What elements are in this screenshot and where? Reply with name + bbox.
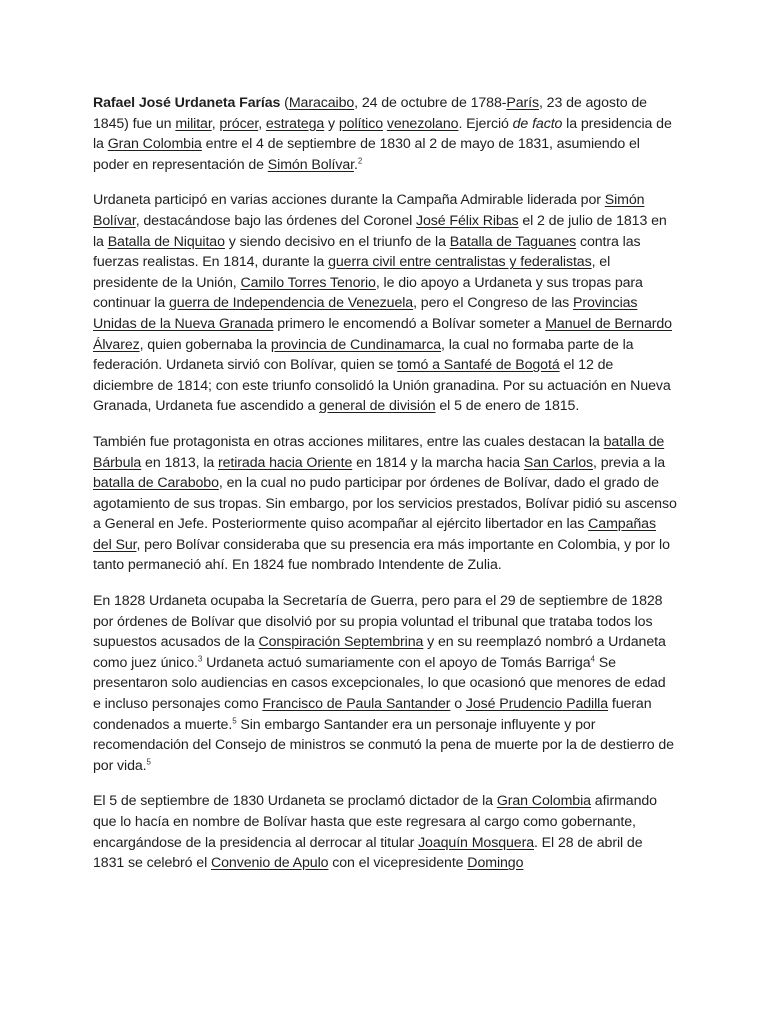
wiki-link[interactable]: Domingo <box>467 855 524 872</box>
wiki-link[interactable]: estratega <box>265 115 325 132</box>
footnote-ref[interactable]: 5 <box>146 757 151 767</box>
wiki-link[interactable]: Simón Bolívar <box>267 156 355 173</box>
wiki-link[interactable]: París <box>506 95 539 111</box>
text-run: , 24 de octubre de 1788- <box>354 95 507 111</box>
text-run: . Ejerció <box>458 115 513 132</box>
text-run: , destacándose bajo las órdenes del Coronel <box>135 212 417 229</box>
wiki-link[interactable]: guerra civil entre centralistas y federalistas <box>328 254 592 271</box>
text-run: , previa a la <box>593 454 666 471</box>
wiki-link[interactable]: tomó a Santafé de Bogotá <box>397 357 560 374</box>
text-run: y en su reemplazó nombró a Urdaneta como juez único. <box>93 634 666 671</box>
text-run: contra las fuerzas realistas. En 1814, durante la <box>93 233 641 271</box>
text-run: En 1828 Urdaneta ocupaba la Secretaría de Guerra, pero para el 29 de septiembre de 1828 por órdenes de Bolívar que disolvió por su propia voluntad el tribunal que trataba todos los supuestos acusados de la <box>93 593 663 651</box>
subject-name: Rafael José Urdaneta Farías <box>93 95 281 111</box>
text-run: . <box>354 156 358 173</box>
text-run: Sin embargo Santander era un personaje influyente y por recomendación del Consejo de ministros se conmutó la pena de muerte por la de destierro de por vida. <box>93 716 674 774</box>
wiki-link[interactable]: Francisco de Paula Santander <box>262 696 451 713</box>
text-run: , <box>258 115 266 132</box>
text-run: en 1814 y la marcha hacia <box>352 454 524 471</box>
text-run: , <box>211 115 220 132</box>
wiki-link[interactable]: José Félix Ribas <box>416 212 519 229</box>
paragraph-2 <box>93 190 677 417</box>
text-run: , 23 de agosto de 1845) fue un <box>93 95 647 132</box>
text-run: , en la cual no pudo participar por órdenes de Bolívar, dado el grado de agotamiento de sus tropas. Sin embargo, por los servicios prestados, Bolívar pidió su ascenso a General en Jefe. Posteriormente quiso acompañar al ejército libertador en las <box>93 475 677 533</box>
paragraph-5 <box>93 791 677 873</box>
wiki-link[interactable]: venezolano <box>386 115 459 132</box>
text-run: , quien gobernaba la <box>139 336 271 353</box>
wiki-link[interactable]: José Prudencio Padilla <box>465 696 609 713</box>
text-run: ( <box>280 95 289 111</box>
text-run: entre el 4 de septiembre de 1830 al 2 de mayo de 1831, asumiendo el poder en representación de <box>93 136 640 173</box>
text-run: con el vicepresidente <box>328 855 468 872</box>
text-run: , le dio apoyo a Urdaneta y sus tropas para continuar la <box>93 274 643 312</box>
text-run: También fue protagonista en otras acciones militares, entre las cuales destacan la <box>93 433 604 450</box>
wiki-link[interactable]: militar <box>175 115 212 132</box>
italic-text: de facto <box>512 115 563 132</box>
text-run: . El 28 de abril de 1831 se celebró el <box>93 834 643 872</box>
paragraph-1 <box>93 93 677 175</box>
wiki-link[interactable]: Camilo Torres Tenorio <box>240 274 376 291</box>
text-run: Urdaneta actuó sumariamente con el apoyo de Tomás Barriga <box>202 654 591 671</box>
wiki-link[interactable]: batalla de Bárbula <box>93 433 665 471</box>
footnote-ref[interactable]: 2 <box>357 156 363 166</box>
text-run: Urdaneta participó en varias acciones durante la Campaña Admirable liderada por <box>93 192 605 209</box>
text-run: la presidencia de la <box>93 115 672 153</box>
article-body <box>93 93 677 889</box>
wiki-link[interactable]: Simón Bolívar <box>93 192 645 229</box>
text-run: fueran condenados a muerte. <box>93 696 652 733</box>
text-run: y siendo decisivo en el triunfo de la <box>224 233 450 250</box>
wiki-link[interactable]: político <box>338 115 384 132</box>
text-run: El 5 de septiembre de 1830 Urdaneta se proclamó dictador de la <box>93 793 497 810</box>
wiki-link[interactable]: provincia de Cundinamarca <box>270 336 442 353</box>
footnote-ref[interactable]: 4 <box>590 654 595 664</box>
wiki-link[interactable]: retirada hacia Oriente <box>218 454 353 471</box>
text-run: afirmando que lo hacía en nombre de Bolívar hasta que este regresara al cargo como gobernante, encargándose de la presidencia al derrocar al titular <box>93 793 657 851</box>
wiki-link[interactable]: guerra de Independencia de Venezuela <box>169 295 414 312</box>
text-run: , el presidente de la Unión, <box>93 254 611 291</box>
wiki-link[interactable]: Provincias Unidas de la Nueva Granada <box>93 295 638 332</box>
text-run: el 12 de diciembre de 1814; con este triunfo consolidó la Unión granadina. Por su actuación en Nueva Granada, Urdaneta fue ascendido a <box>93 357 671 415</box>
wiki-link[interactable]: Batalla de Niquitao <box>107 233 225 250</box>
text-run: , pero el Congreso de las <box>413 295 573 312</box>
text-run: en 1813, la <box>141 454 218 471</box>
wiki-link[interactable]: Manuel de Bernardo Álvarez <box>93 315 672 353</box>
wiki-link[interactable]: Maracaibo <box>288 95 355 111</box>
text-run: el 2 de julio de 1813 en la <box>93 212 667 250</box>
text-run: , la cual no formaba parte de la federación. Urdaneta sirvió con Bolívar, quien se <box>93 336 634 374</box>
wiki-link[interactable]: prócer <box>219 115 259 132</box>
wiki-link[interactable]: batalla de Carabobo <box>93 475 219 492</box>
wiki-link[interactable]: Gran Colombia <box>107 136 202 153</box>
text-run: primero le encomendó a Bolívar someter a <box>273 315 546 332</box>
text-run: , pero Bolívar consideraba que su presencia era más importante en Colombia, y por lo tanto permaneció ahí. En 1824 fue nombrado Intendente de Zulia. <box>93 536 670 574</box>
wiki-link[interactable]: Campañas del Sur <box>93 516 656 553</box>
paragraph-3 <box>93 432 677 576</box>
wiki-link[interactable]: Conspiración Septembrina <box>258 634 424 651</box>
footnote-ref[interactable]: 3 <box>197 654 203 664</box>
wiki-link[interactable]: Batalla de Taguanes <box>449 233 577 250</box>
paragraph-4 <box>93 591 677 776</box>
text-run: el 5 de enero de 1815. <box>435 398 580 415</box>
wiki-link[interactable]: Joaquín Mosquera <box>418 834 534 851</box>
text-run: Se presentaron solo audiencias en casos excepcionales, lo que ocasionó que menores de edad e incluso personajes como <box>93 654 666 713</box>
text-run: o <box>450 696 466 713</box>
wiki-link[interactable]: Convenio de Apulo <box>211 855 329 872</box>
footnote-ref[interactable]: 5 <box>232 715 237 725</box>
wiki-link[interactable]: Gran Colombia <box>496 793 591 810</box>
wiki-link[interactable]: general de división <box>319 398 436 415</box>
text-run: y <box>324 115 339 132</box>
wiki-link[interactable]: San Carlos <box>523 454 594 471</box>
